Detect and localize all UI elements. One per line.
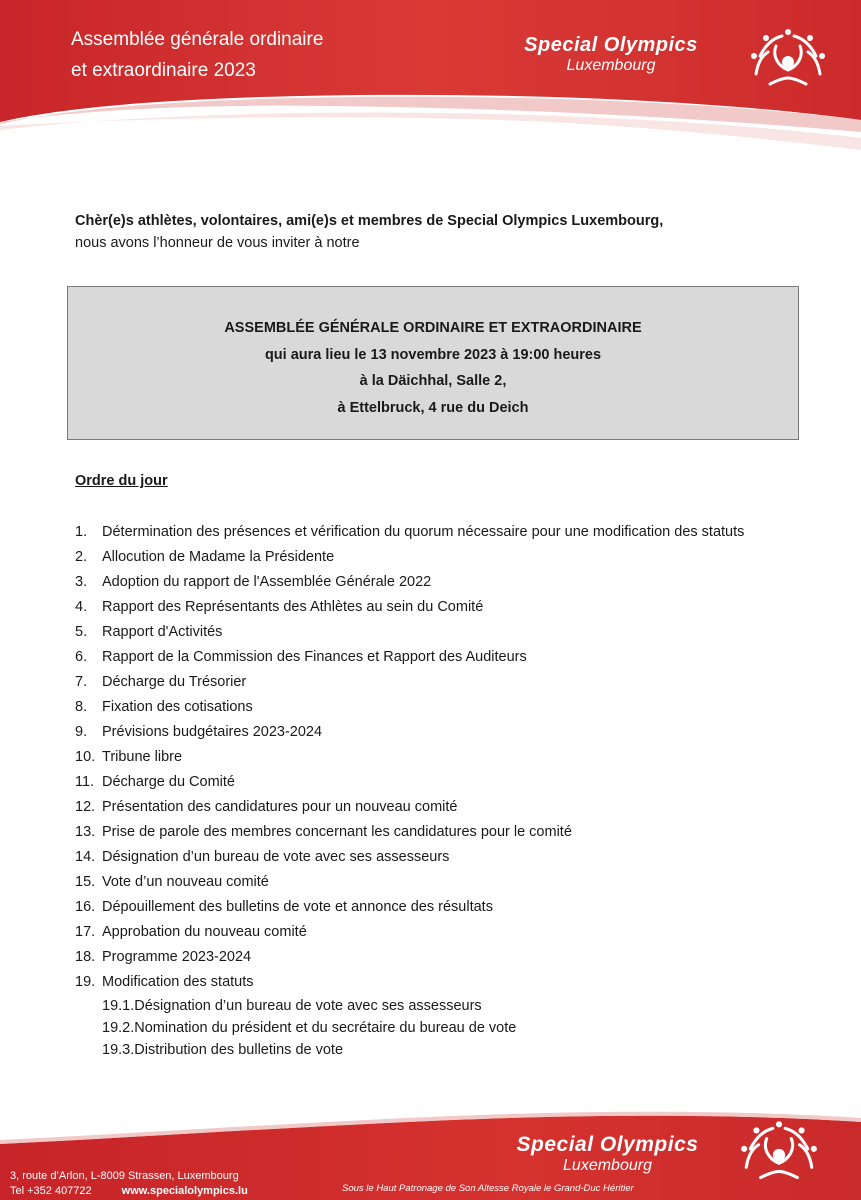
agenda-item-text: Adoption du rapport de l'Assemblée Générale 2022 — [102, 574, 432, 590]
agenda-subitem: 19.3.Distribution des bulletins de vote — [102, 1042, 344, 1058]
agenda-item-number: 7. — [75, 674, 88, 690]
agenda-item-text: Prévisions budgétaires 2023-2024 — [102, 724, 323, 740]
footer-address: 3, route d’Arlon, L-8009 Strassen, Luxembourg — [10, 1170, 239, 1182]
agenda-item — [75, 520, 795, 544]
agenda-item-number: 13. — [75, 824, 96, 840]
agenda-item-number: 3. — [75, 574, 88, 590]
agenda-item — [75, 970, 795, 995]
agenda-item-text: Dépouillement des bulletins de vote et annonce des résultats — [102, 899, 493, 915]
agenda-item-number: 17. — [75, 924, 96, 940]
agenda-item — [75, 945, 795, 970]
event-address: à Ettelbruck, 4 rue du Deich — [337, 399, 529, 416]
special-olympics-logo-icon — [748, 26, 828, 96]
agenda-item-number: 10. — [75, 749, 96, 765]
footer-brand-name: Special Olympics — [516, 1133, 699, 1156]
document-title — [71, 24, 323, 86]
agenda-item-number: 1. — [75, 524, 88, 540]
document-title-line2: et extraordinaire 2023 — [71, 60, 256, 81]
agenda-subitems — [102, 995, 795, 1061]
agenda-item — [75, 895, 795, 920]
agenda-item — [75, 920, 795, 945]
agenda-item — [75, 720, 795, 745]
agenda-item-text: Fixation des cotisations — [102, 699, 253, 715]
agenda-item-text: Décharge du Comité — [102, 774, 235, 790]
agenda-item-number: 11. — [75, 774, 95, 790]
agenda-item-text: Présentation des candidatures pour un nouveau comité — [102, 799, 458, 815]
agenda-item-number: 18. — [75, 949, 96, 965]
brand-sub: Luxembourg — [566, 57, 656, 74]
footer-website-link[interactable]: www.specialolympics.lu — [121, 1185, 248, 1197]
event-date: qui aura lieu le 13 novembre 2023 à 19:00 heures — [264, 346, 602, 363]
agenda-item-text: Allocution de Madame la Présidente — [102, 549, 335, 565]
agenda-item — [75, 795, 795, 820]
agenda-item-text: Rapport de la Commission des Finances et Rapport des Auditeurs — [102, 649, 527, 665]
agenda-subitem: 19.2.Nomination du président et du secrétaire du bureau de vote — [102, 1020, 517, 1036]
greeting — [75, 213, 663, 251]
document-title-line1: Assemblée générale ordinaire — [71, 29, 324, 50]
page-header — [0, 0, 861, 175]
agenda-item-text: Prise de parole des membres concernant les candidatures pour le comité — [102, 824, 572, 840]
agenda-item-text: Décharge du Trésorier — [102, 674, 247, 690]
agenda-title: Ordre du jour — [75, 473, 168, 489]
event-info-box — [67, 286, 799, 440]
agenda-item-text: Détermination des présences et vérification du quorum nécessaire pour une modification des statuts — [102, 524, 745, 540]
agenda-item-text: Modification des statuts — [102, 974, 254, 990]
agenda-list — [75, 520, 795, 1061]
greeting-salutation: Chèr(e)s athlètes, volontaires, ami(e)s et membres de Special Olympics Luxembourg, — [75, 213, 664, 229]
agenda-item — [75, 545, 795, 570]
agenda-item-number: 5. — [75, 624, 88, 640]
footer-special-olympics-logo-icon — [738, 1118, 820, 1190]
agenda-item-text: Approbation du nouveau comité — [102, 924, 307, 940]
agenda-item-number: 12. — [75, 799, 96, 815]
greeting-invitation: nous avons l’honneur de vous inviter à notre — [75, 235, 360, 251]
agenda-item — [75, 745, 795, 770]
agenda-item-text: Désignation d’un bureau de vote avec ses assesseurs — [102, 849, 450, 865]
footer-contact — [10, 1169, 248, 1199]
agenda-item-number: 19. — [75, 974, 96, 990]
agenda-item — [75, 770, 795, 795]
event-venue: à la Däichhal, Salle 2, — [359, 373, 507, 389]
footer-brand-sub: Luxembourg — [563, 1157, 652, 1174]
agenda-item — [75, 620, 795, 645]
footer-patronage: Sous le Haut Patronage de Son Altesse Royale le Grand-Duc Héritier — [342, 1183, 634, 1194]
agenda-subitem: 19.1.Désignation d’un bureau de vote avec ses assesseurs — [102, 998, 482, 1014]
agenda-item-number: 16. — [75, 899, 96, 915]
agenda-item-text: Rapport des Représentants des Athlètes au sein du Comité — [102, 599, 484, 615]
agenda-item — [75, 870, 795, 895]
event-title: ASSEMBLÉE GÉNÉRALE ORDINAIRE ET EXTRAORDINAIRE — [224, 320, 642, 336]
agenda-item-text: Vote d’un nouveau comité — [102, 874, 269, 890]
agenda-item-number: 2. — [75, 549, 88, 565]
agenda-item-number: 4. — [75, 599, 88, 615]
agenda-item — [75, 845, 795, 870]
agenda-item-number: 14. — [75, 849, 96, 865]
agenda-item — [75, 570, 795, 595]
footer-brand-wordmark — [470, 1133, 745, 1175]
agenda-item-number: 15. — [75, 874, 96, 890]
agenda-item-text: Tribune libre — [102, 749, 183, 765]
footer-phone: Tel +352 407722 — [10, 1185, 92, 1197]
brand-name: Special Olympics — [524, 34, 698, 56]
agenda-item-text: Programme 2023-2024 — [102, 949, 252, 965]
agenda-item-number: 8. — [75, 699, 88, 715]
brand-wordmark — [486, 34, 736, 75]
agenda-item-number: 6. — [75, 649, 88, 665]
agenda-item — [75, 595, 795, 620]
agenda-item-text: Rapport d'Activités — [102, 624, 223, 640]
agenda-item — [75, 820, 795, 845]
agenda-item — [75, 670, 795, 695]
agenda-item — [75, 695, 795, 720]
agenda-item-number: 9. — [75, 724, 88, 740]
agenda-item — [75, 645, 795, 670]
